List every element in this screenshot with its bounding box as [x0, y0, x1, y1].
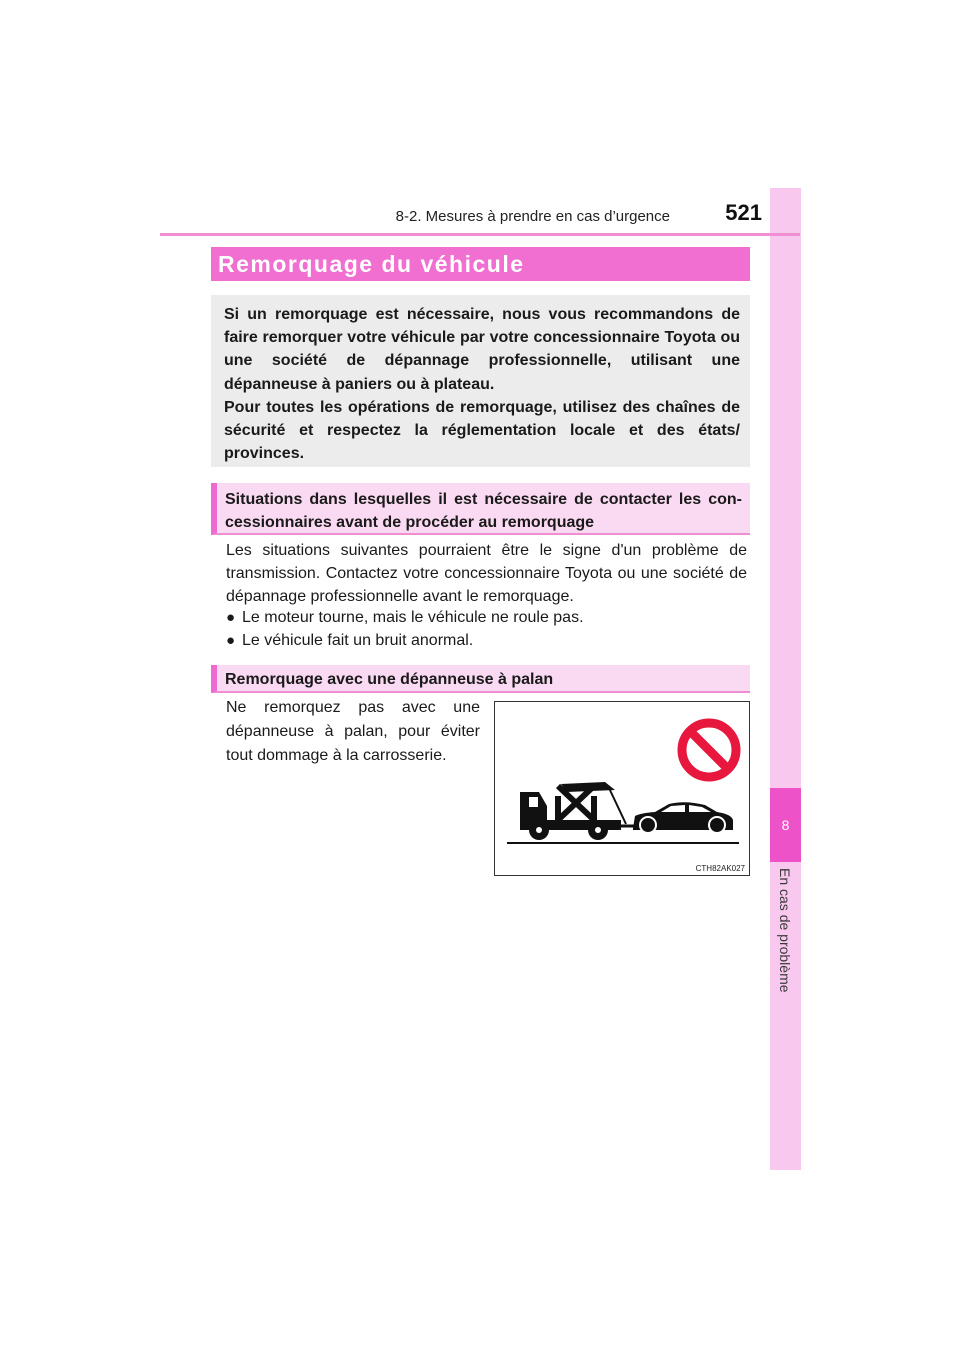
- chapter-title-vertical: En cas de problème: [777, 868, 793, 993]
- bullet-icon: ●: [226, 609, 236, 626]
- bullet-text: Le moteur tourne, mais le véhicule ne roule pas.: [242, 609, 584, 626]
- chapter-side-tab: [770, 188, 801, 1170]
- bullet-icon: ●: [226, 632, 236, 649]
- figure-code: CTH82AK027: [695, 864, 745, 873]
- header-divider: [160, 233, 800, 236]
- tow-illustration-svg: [495, 702, 749, 875]
- prohibition-icon: [682, 723, 736, 777]
- section-heading-hoist-towing: Remorquage avec une dépanneuse à palan: [211, 665, 750, 693]
- intro-box: [211, 295, 750, 467]
- list-item: [226, 606, 747, 629]
- chapter-number-tab: 8: [770, 788, 801, 862]
- tow-truck-illustration: [494, 701, 750, 876]
- bullet-text: Le véhicule fait un bruit anormal.: [242, 632, 474, 649]
- page-title: Remorquage du véhicule: [211, 247, 750, 281]
- intro-paragraph-1: Si un remorquage est nécessaire, nous vous recommandons de faire remorquer votre véhicule par votre concessionnaire Toyota ou une société de dépannage professionnelle, utilisant une dépanneuse à paniers ou à plateau.: [224, 306, 740, 393]
- section1-body: Les situations suivantes pourraient être le signe d'un problème de transmission. Contactez votre concessionnaire Toyota ou une société de dépannage professionnelle avant le remorquage.: [226, 542, 747, 606]
- header-section-title: 8-2. Mesures à prendre en cas d’urgence: [395, 208, 670, 225]
- page-number: 521: [725, 200, 762, 225]
- list-item: [226, 629, 747, 652]
- tow-truck-icon: [520, 782, 635, 840]
- section-heading-dealer-contact: Situations dans lesquelles il est nécessaire de contacter les con- cessionnaires avant de procéder au remorquage: [211, 483, 750, 535]
- car-icon: [633, 802, 733, 833]
- intro-paragraph-2: Pour toutes les opérations de remorquage, utilisez des chaînes de sécurité et respectez la réglementation locale et des états/ provinces.: [224, 398, 740, 463]
- section2-body: Ne remorquez pas avec une dépanneuse à palan, pour éviter tout dommage à la carrosserie.: [226, 699, 480, 764]
